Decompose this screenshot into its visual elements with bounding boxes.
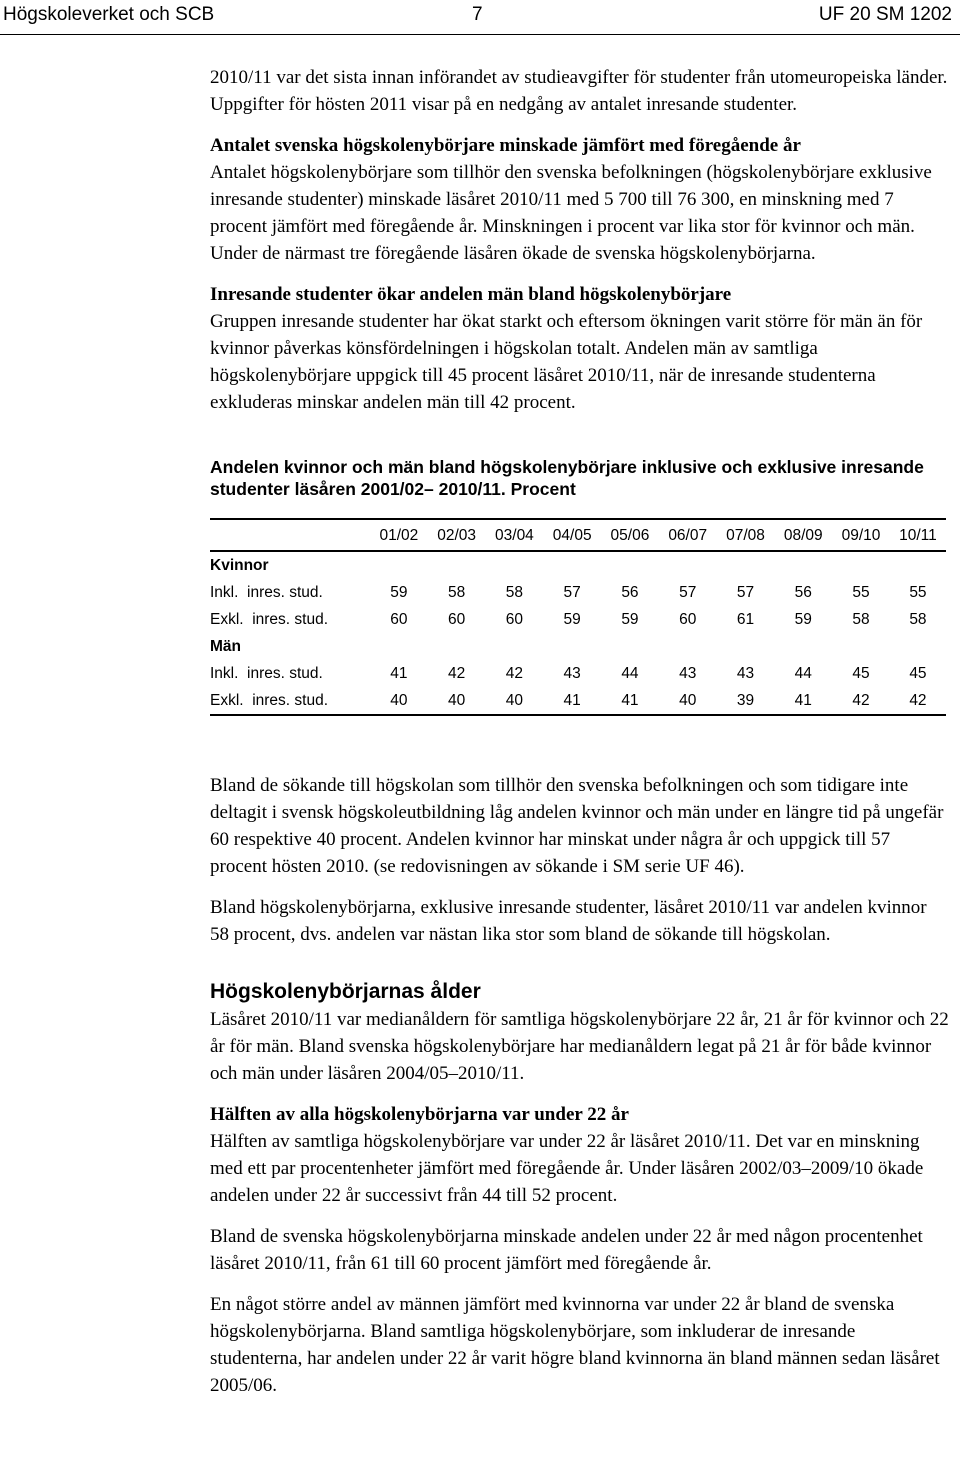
table-cell: 56	[794, 584, 812, 601]
table-cell: 44	[794, 665, 812, 682]
group-label: Kvinnor	[210, 557, 269, 574]
body-paragraph: Läsåret 2010/11 var medianåldern för samtliga högskolenybörjare 22 år, 21 år för kvinnor och 22 år för män. Bland svenska högskolenybörjare har medianåldern legat på 21 år för både kvinnor och män under läsåren 2004/05–2010/11.	[210, 1009, 949, 1084]
table-cell: 55	[909, 584, 927, 601]
intro-paragraph: 2010/11 var det sista innan införandet av studieavgifter för studenter från utomeuropeiska länder. Uppgifter för hösten 2011 visar på en nedgång av antalet inresande studenter.	[210, 67, 948, 115]
table-group-row	[210, 633, 946, 660]
row-label: Exkl. inres. stud.	[210, 611, 329, 628]
table-cell: 44	[621, 665, 639, 682]
table-cell: 45	[909, 665, 927, 682]
table-cell: 40	[679, 692, 697, 709]
page-header	[0, 0, 960, 40]
table-cell: 43	[736, 665, 755, 682]
table-cell: 43	[563, 665, 581, 682]
column-header-02-03: 02/03	[437, 526, 477, 544]
table-cell: 59	[621, 611, 639, 628]
table-cell: 42	[505, 665, 524, 682]
body-paragraph: Bland de svenska högskolenybörjarna minskade andelen under 22 år med någon procentenhet läsåret 2010/11, från 61 till 60 procent jämfört med föregående år.	[210, 1226, 923, 1274]
table-cell: 41	[794, 692, 812, 709]
table-cell: 40	[390, 692, 408, 709]
column-header-10-11: 10/11	[899, 526, 937, 544]
table-cell: 41	[563, 692, 581, 709]
table-row	[210, 606, 946, 633]
table-cell: 42	[909, 692, 927, 709]
column-header-08-09: 08/09	[783, 526, 823, 544]
section-heading: Inresande studenter ökar andelen män bland högskolenybörjare	[210, 284, 732, 305]
table-cell: 39	[736, 692, 755, 709]
table-cell: 41	[390, 665, 408, 682]
section-heading: Antalet svenska högskolenybörjare minskade jämfört med föregående år	[210, 135, 801, 156]
table-cell: 59	[563, 611, 581, 628]
table-cell: 40	[505, 692, 524, 709]
table-cell: 41	[621, 692, 639, 709]
body-paragraph: Bland högskolenybörjarna, exklusive inresande studenter, läsåret 2010/11 var andelen kvinnor 58 procent, dvs. andelen var nästan lika stor som bland de sökande till högskolan.	[210, 897, 927, 945]
page-number: 7	[472, 4, 483, 25]
table-cell: 45	[852, 665, 870, 682]
age-heading: Högskolenybörjarnas ålder	[210, 980, 481, 1003]
section-paragraph: Hälften av samtliga högskolenybörjare var under 22 år läsåret 2010/11. Det var en minskning med ett par procentenheter jämfört med föregående år. Under läsåren 2002/03–2009/10 ökade andelen under 22 år successivt från 44 till 52 procent.	[210, 1131, 924, 1206]
body-paragraph: Bland de sökande till högskolan som tillhör den svenska befolkningen och som tidigare inte deltagit i svensk högskoleutbildning låg andelen kvinnor och män under en längre tid på ungefär 60 respektive 40 procent. Andelen kvinnor har minskat under några år och uppgick till 57 procent hösten 2010. (se redovisningen av sökande i SM serie UF 46).	[210, 775, 944, 877]
table-cell: 59	[390, 584, 408, 601]
table-cell: 56	[621, 584, 639, 601]
main-content	[210, 64, 950, 1399]
section-paragraph: Gruppen inresande studenter har ökat starkt och eftersom ökningen varit större för män än för kvinnor påverkas könsfördelningen i högskolan totalt. Andelen män av samtliga högskolenybörjare uppgick till 45 procent läsåret 2010/11, när de inresande studenterna exkluderas minskar andelen män till 42 procent.	[210, 311, 923, 413]
table-cell: 61	[736, 611, 755, 628]
table-cell: 42	[852, 692, 870, 709]
header-publisher: Högskoleverket och SCB	[3, 4, 215, 25]
column-header-03-04: 03/04	[495, 526, 534, 544]
table-cell: 59	[794, 611, 812, 628]
table-cell: 57	[563, 584, 581, 601]
table-row	[210, 687, 946, 715]
row-label: Inkl. inres. stud.	[210, 665, 323, 682]
table-title: Andelen kvinnor och män bland högskolenybörjare inklusive och exklusive inresande studenter läsåren 2001/02– 2010/11. Procent	[210, 457, 924, 499]
table-cell: 60	[448, 611, 466, 628]
table-cell: 55	[852, 584, 870, 601]
column-header-06-07: 06/07	[668, 526, 708, 544]
group-label: Män	[210, 638, 241, 655]
section-paragraph: Antalet högskolenybörjare som tillhör den svenska befolkningen (högskolenybörjare exklusive inresande studenter) minskade läsåret 2010/11 med 5 700 till 76 300, en minskning med 7 procent jämfört med föregående år. Minskningen i procent var lika stor för kvinnor och män. Under de närmast tre föregående läsåren ökade de svenska högskolenybörjarna.	[210, 162, 932, 264]
column-header-04-05: 04/05	[552, 526, 592, 544]
table-cell: 58	[448, 584, 466, 601]
table-cell: 58	[505, 584, 524, 601]
section-heading: Hälften av alla högskolenybörjarna var under 22 år	[210, 1104, 629, 1125]
table-header-row	[210, 519, 946, 551]
table-cell: 43	[679, 665, 697, 682]
row-label: Exkl. inres. stud.	[210, 692, 329, 709]
table-group-row	[210, 551, 946, 579]
table-cell: 42	[448, 665, 466, 682]
table-cell: 40	[448, 692, 466, 709]
row-label: Inkl. inres. stud.	[210, 584, 323, 601]
column-header-01-02: 01/02	[379, 526, 419, 544]
body-paragraph: En något större andel av männen jämfört med kvinnorna var under 22 år bland de svenska högskolenybörjarna. Bland samtliga högskolenybörjare, som inkluderar de inresande studenterna, har andelen under 22 år varit högre bland kvinnorna än bland männen sedan läsåret 2005/06.	[210, 1294, 940, 1396]
table-cell: 60	[679, 611, 697, 628]
table-cell: 57	[679, 584, 697, 601]
gender-share-table	[210, 518, 946, 716]
column-header-09-10: 09/10	[841, 526, 881, 544]
table-row	[210, 660, 946, 687]
table-cell: 60	[390, 611, 408, 628]
table-cell: 58	[909, 611, 927, 628]
table-header-cell	[210, 519, 370, 551]
column-header-07-08: 07/08	[726, 526, 765, 544]
table-cell: 58	[852, 611, 870, 628]
table-cell: 57	[736, 584, 755, 601]
header-series-id: UF 20 SM 1202	[818, 4, 952, 25]
table-row	[210, 579, 946, 606]
header-divider	[0, 34, 960, 35]
table-cell: 60	[505, 611, 524, 628]
column-header-05-06: 05/06	[610, 526, 650, 544]
